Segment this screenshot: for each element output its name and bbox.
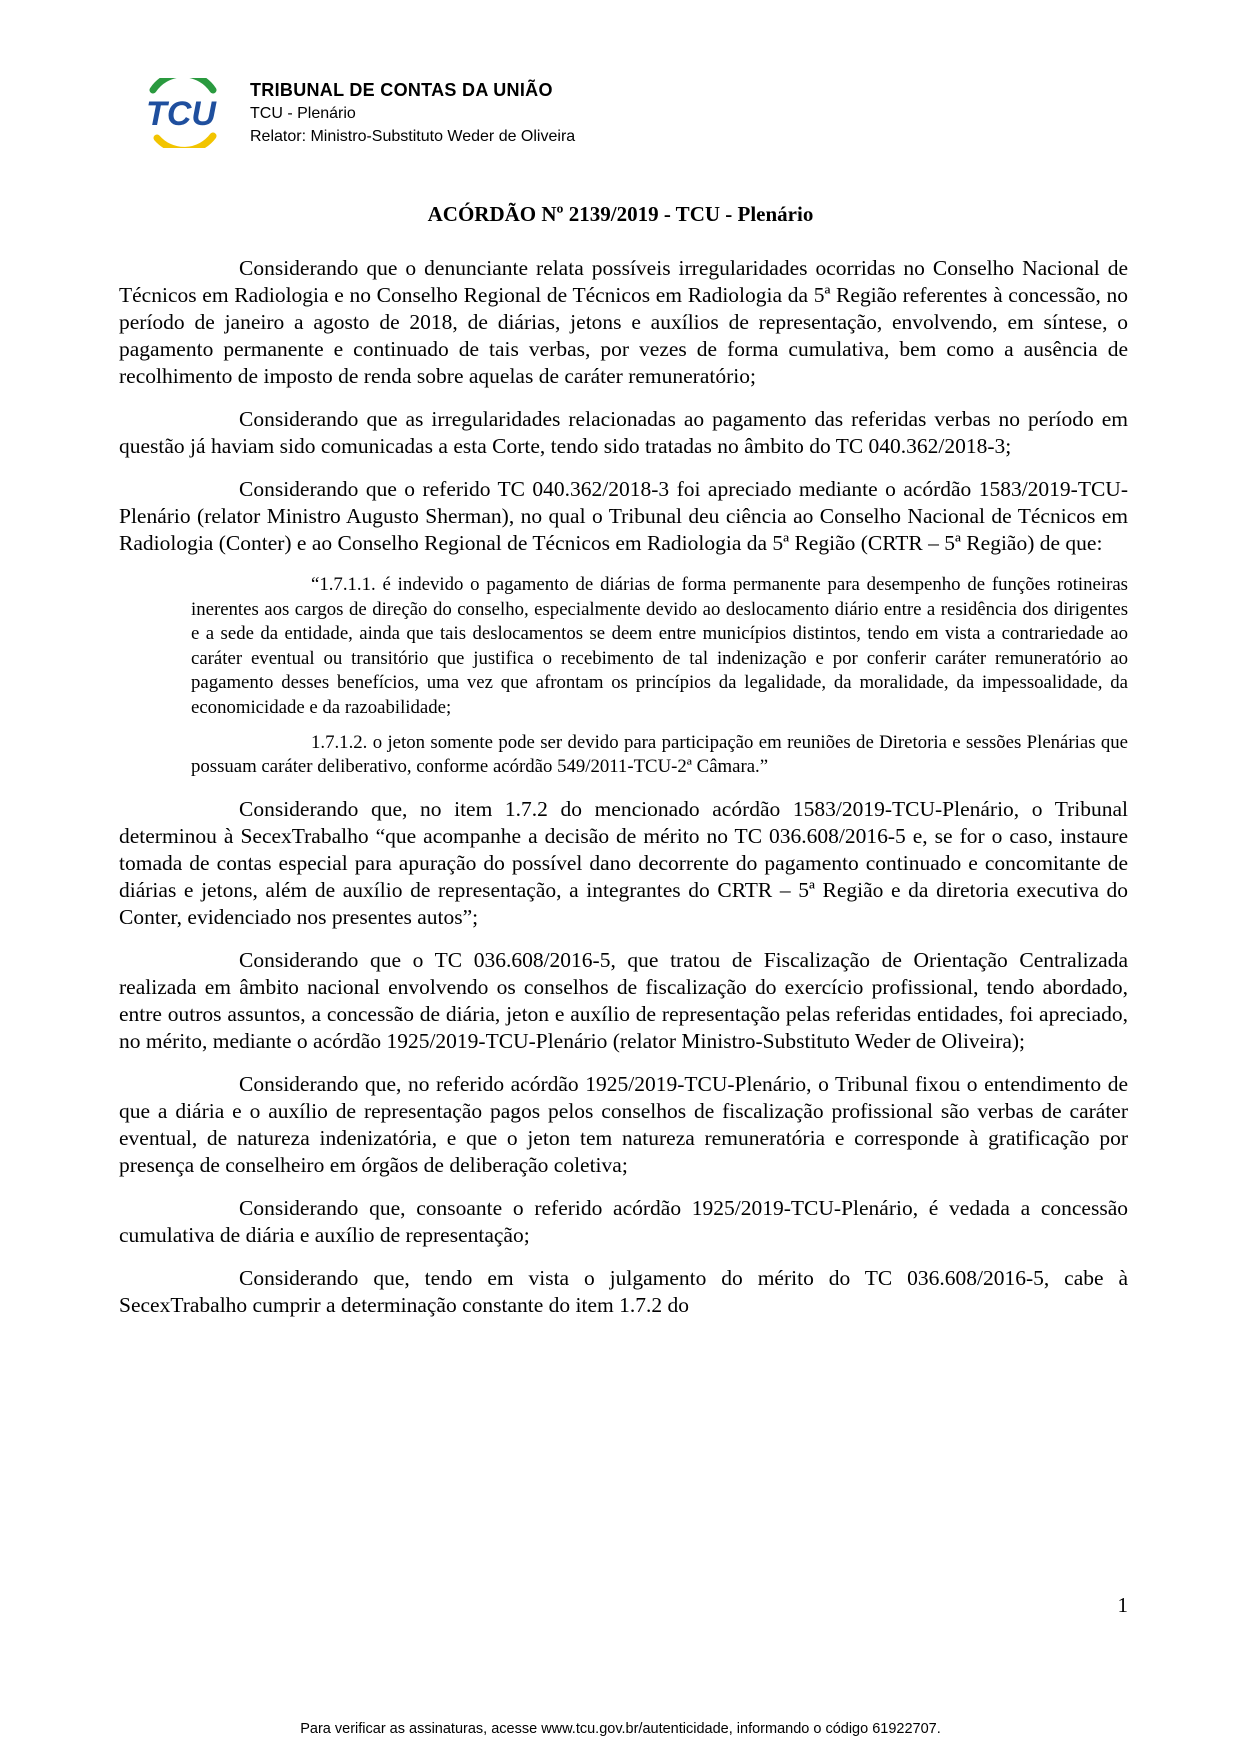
verification-footer: Para verificar as assinaturas, acesse www.tcu.gov.br/autenticidade, informando o código 61922707. — [300, 1721, 941, 1737]
logo-text: TCU — [146, 95, 216, 133]
paragraph: Considerando que, tendo em vista o julgamento do mérito do TC 036.608/2016-5, cabe à SecexTrabalho cumprir a determinação constante do item 1.7.2 do — [119, 1265, 1128, 1317]
paragraph: Considerando que as irregularidades relacionadas ao pagamento das referidas verbas no período em questão já haviam sido comunicadas a esta Corte, tendo sido tratadas no âmbito do TC 040.362/2018-3; — [119, 407, 1128, 458]
paragraph: Considerando que o referido TC 040.362/2018-3 foi apreciado mediante o acórdão 1583/2019-TCU-Plenário (relator Ministro Augusto Sherman), no qual o Tribunal deu ciência ao Conselho Nacional de Técnicos em Radiologia (Conter) e ao Conselho Regional de Técnicos em Radiologia da 5ª Região (CRTR – 5ª Região) de que: — [119, 477, 1128, 555]
block-quote — [191, 573, 1128, 780]
document-body — [119, 255, 1128, 1335]
quote-paragraph: 1.7.1.2. o jeton somente pode ser devido para participação em reuniões de Diretoria e sessões Plenárias que possuam caráter deliberativo, conforme acórdão 549/2011-TCU-2ª Câmara.” — [191, 731, 1128, 778]
page-number: 1 — [1117, 1593, 1128, 1617]
quote-paragraph: “1.7.1.1. é indevido o pagamento de diárias de forma permanente para desempenho de funções rotineiras inerentes aos cargos de direção do conselho, especialmente devido ao deslocamento diário entre a residência dos dirigentes e a sede da entidade, ainda que tais deslocamentos se deem entre municípios distintos, tendo em vista a contrariedade ao caráter eventual ou transitório que justifica o recebimento de tal indenização e por conferir caráter remuneratório ao pagamento desses benefícios, uma vez que afrontam os princípios da legalidade, da moralidade, da impessoalidade, da economicidade e da razoabilidade; — [191, 574, 1128, 718]
rapporteur: Relator: Ministro-Substituto Weder de Oliveira — [250, 128, 576, 145]
paragraph: Considerando que, consoante o referido acórdão 1925/2019-TCU-Plenário, é vedada a concessão cumulativa de diária e auxílio de representação; — [119, 1195, 1128, 1247]
deliberative-body: TCU - Plenário — [250, 105, 356, 122]
paragraph: Considerando que o denunciante relata possíveis irregularidades ocorridas no Conselho Nacional de Técnicos em Radiologia e no Conselho Regional de Técnicos em Radiologia da 5ª Região referentes à concessão, no período de janeiro a agosto de 2018, de diárias, jetons e auxílios de representação, envolvendo, em síntese, o pagamento permanente e continuado de tais verbas, por vezes de forma cumulativa, bem como a ausência de recolhimento de imposto de renda sobre aquelas de caráter remuneratório; — [119, 256, 1128, 388]
institution-block — [250, 78, 850, 148]
document-title: ACÓRDÃO Nº 2139/2019 - TCU - Plenário — [427, 202, 814, 226]
paragraph: Considerando que o TC 036.608/2016-5, que tratou de Fiscalização de Orientação Centralizada realizada em âmbito nacional envolvendo os conselhos de fiscalização do exercício profissional, tendo abordado, entre outros assuntos, a concessão de diária, jeton e auxílio de representação pelas referidas entidades, foi apreciado, no mérito, mediante o acórdão 1925/2019-TCU-Plenário (relator Ministro-Substituto Weder de Oliveira); — [119, 947, 1128, 1053]
paragraph: Considerando que, no referido acórdão 1925/2019-TCU-Plenário, o Tribunal fixou o entendimento de que a diária e o auxílio de representação pagos pelos conselhos de fiscalização profissional são verbas de caráter eventual, de natureza indenizatória, e que o jeton tem natureza remuneratória e corresponde à gratificação por presença de conselheiro em órgãos de deliberação coletiva; — [119, 1071, 1128, 1177]
institution-name: TRIBUNAL DE CONTAS DA UNIÃO — [250, 80, 553, 100]
paragraph: Considerando que, no item 1.7.2 do mencionado acórdão 1583/2019-TCU-Plenário, o Tribunal determinou à SecexTrabalho “que acompanhe a decisão de mérito no TC 036.608/2016-5 e, se for o caso, instaure tomada de contas especial para apuração do possível dano decorrente do pagamento continuado e concomitante de diárias e jetons, além de auxílio de representação, a integrantes do CRTR – 5ª Região e da diretoria executiva do Conter, evidenciado nos presentes autos”; — [119, 796, 1128, 929]
tcu-logo-icon — [135, 78, 227, 148]
